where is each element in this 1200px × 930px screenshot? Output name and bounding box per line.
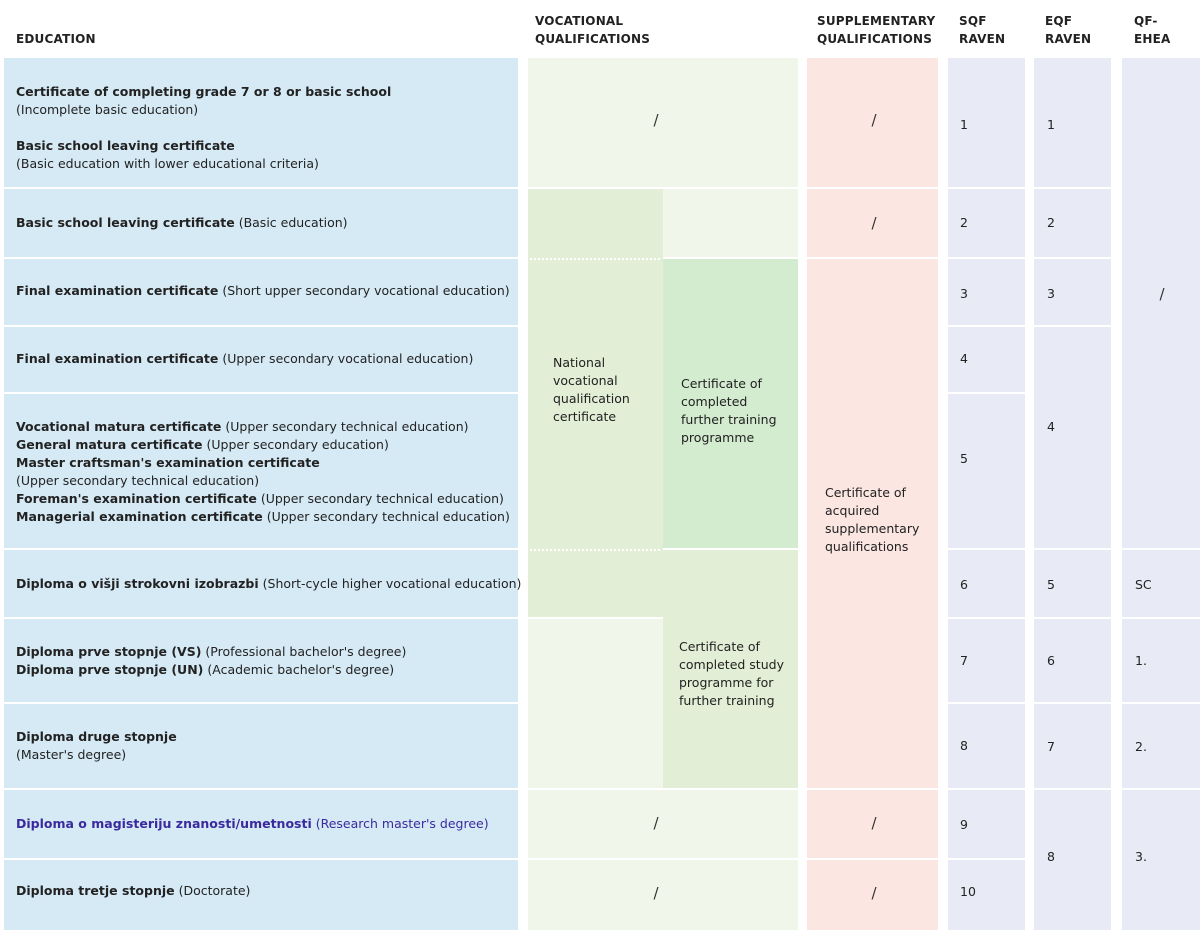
vocational-slash: /: [653, 884, 659, 902]
sqf-level: 5: [960, 451, 968, 466]
header-supplementary: SUPPLEMENTARY QUALIFICATIONS: [817, 14, 936, 46]
eqf-level: 4: [1047, 419, 1055, 434]
row-separator: [4, 325, 518, 327]
education-row-5: Vocational matura certificate (Upper secondary technical education) General matura certificate (Upper secondary education) Master craftsman's examination certificate (Upper secondary technical education) Foreman's examination certificate (Upper secondary technical education) Managerial examination certificate (Upper secondary technical education): [16, 419, 510, 524]
qf-ehea-separator: [1122, 788, 1200, 790]
row-separator: [4, 788, 518, 790]
row-separator: [4, 257, 518, 259]
education-row-7: Diploma prve stopnje (VS) (Professional bachelor's degree) Diploma prve stopnje (UN) (Academic bachelor's degree): [16, 644, 407, 677]
header-qf-ehea: QF- EHEA: [1134, 14, 1171, 46]
header-vocational: VOCATIONAL QUALIFICATIONS: [535, 14, 651, 46]
sqf-level: 4: [960, 351, 968, 366]
qf-ehea-level: 2.: [1135, 739, 1147, 754]
supplementary-slash: /: [871, 814, 877, 832]
eqf-level: 5: [1047, 577, 1055, 592]
education-row-6: Diploma o višji strokovni izobrazbi (Short-cycle higher vocational education): [16, 576, 522, 591]
vocational-dashed-line: [530, 258, 660, 260]
qf-ehea-level: 3.: [1135, 849, 1147, 864]
eqf-separator: [1034, 548, 1111, 550]
qf-ehea-slash: /: [1159, 285, 1165, 303]
row-separator: [4, 392, 518, 394]
vocational-row1: [528, 58, 798, 187]
qf-ehea-separator: [1122, 702, 1200, 704]
sqf-separator: [948, 617, 1025, 619]
study-programme-label: Certificate of completed study programme for further training: [679, 639, 784, 708]
sqf-level: 3: [960, 286, 968, 301]
sqf-separator: [948, 392, 1025, 394]
sqf-separator: [948, 858, 1025, 860]
sqf-level: 8: [960, 738, 968, 753]
vocational-dashed-line: [530, 549, 660, 551]
header-eqf: EQF RAVEN: [1045, 14, 1092, 46]
sqf-level: 6: [960, 577, 968, 592]
qf-ehea-column: [1122, 58, 1200, 930]
supplementary-slash: /: [871, 884, 877, 902]
qf-ehea-level: 1.: [1135, 653, 1147, 668]
supplementary-label: Certificate of acquired supplementary qualifications: [825, 485, 920, 554]
row-separator: [4, 858, 518, 860]
eqf-level: 2: [1047, 215, 1055, 230]
education-row-10: Diploma tretje stopnje (Doctorate): [16, 883, 251, 898]
sqf-level: 7: [960, 653, 968, 668]
qf-ehea-separator: [1122, 548, 1200, 550]
header-education: EDUCATION: [16, 32, 96, 46]
row-separator: [4, 548, 518, 550]
eqf-separator: [1034, 702, 1111, 704]
eqf-level: 1: [1047, 117, 1055, 132]
vocational-row9: [528, 790, 798, 858]
eqf-level: 8: [1047, 849, 1055, 864]
vocational-slash: /: [653, 814, 659, 832]
sqf-level: 9: [960, 817, 968, 832]
header-sqf: SQF RAVEN: [959, 14, 1006, 46]
eqf-separator: [1034, 325, 1111, 327]
vocational-slash: /: [653, 111, 659, 129]
eqf-level: 7: [1047, 739, 1055, 754]
row-separator: [4, 187, 518, 189]
education-row-2: Basic school leaving certificate (Basic education): [16, 215, 348, 230]
supplementary-slash: /: [871, 214, 877, 232]
eqf-separator: [1034, 788, 1111, 790]
education-row-4: Final examination certificate (Upper secondary vocational education): [16, 351, 474, 366]
education-row-9-link[interactable]: Diploma o magisteriju znanosti/umetnosti (Research master's degree): [16, 816, 489, 831]
eqf-separator: [1034, 617, 1111, 619]
sqf-separator: [948, 187, 1025, 189]
education-row-8: Diploma druge stopnje (Master's degree): [16, 729, 177, 762]
vocational-row2-right: [663, 189, 798, 257]
sqf-separator: [948, 702, 1025, 704]
sqf-separator: [948, 325, 1025, 327]
eqf-separator: [1034, 257, 1111, 259]
eqf-level: 6: [1047, 653, 1055, 668]
sqf-separator: [948, 788, 1025, 790]
eqf-level: 3: [1047, 286, 1055, 301]
qf-ehea-separator: [1122, 617, 1200, 619]
eqf-separator: [1034, 187, 1111, 189]
sqf-level: 2: [960, 215, 968, 230]
row-separator: [4, 617, 518, 619]
row-separator: [4, 702, 518, 704]
education-row-1: Certificate of completing grade 7 or 8 or basic school (Incomplete basic education) Basic school leaving certificate (Basic education with lower educational criteria): [16, 84, 392, 171]
vocational-row10: [528, 860, 798, 930]
sqf-separator: [948, 548, 1025, 550]
further-training-label: Certificate of completed further training programme: [681, 376, 777, 445]
sqf-separator: [948, 257, 1025, 259]
national-vocational-label: National vocational qualification certificate: [553, 355, 630, 424]
education-row-3: Final examination certificate (Short upper secondary vocational education): [16, 283, 510, 298]
sqf-level: 1: [960, 117, 968, 132]
supplementary-slash: /: [871, 111, 877, 129]
vocational-lower-left: [528, 619, 663, 788]
qf-ehea-level: SC: [1135, 577, 1152, 592]
sqf-level: 10: [960, 884, 976, 899]
